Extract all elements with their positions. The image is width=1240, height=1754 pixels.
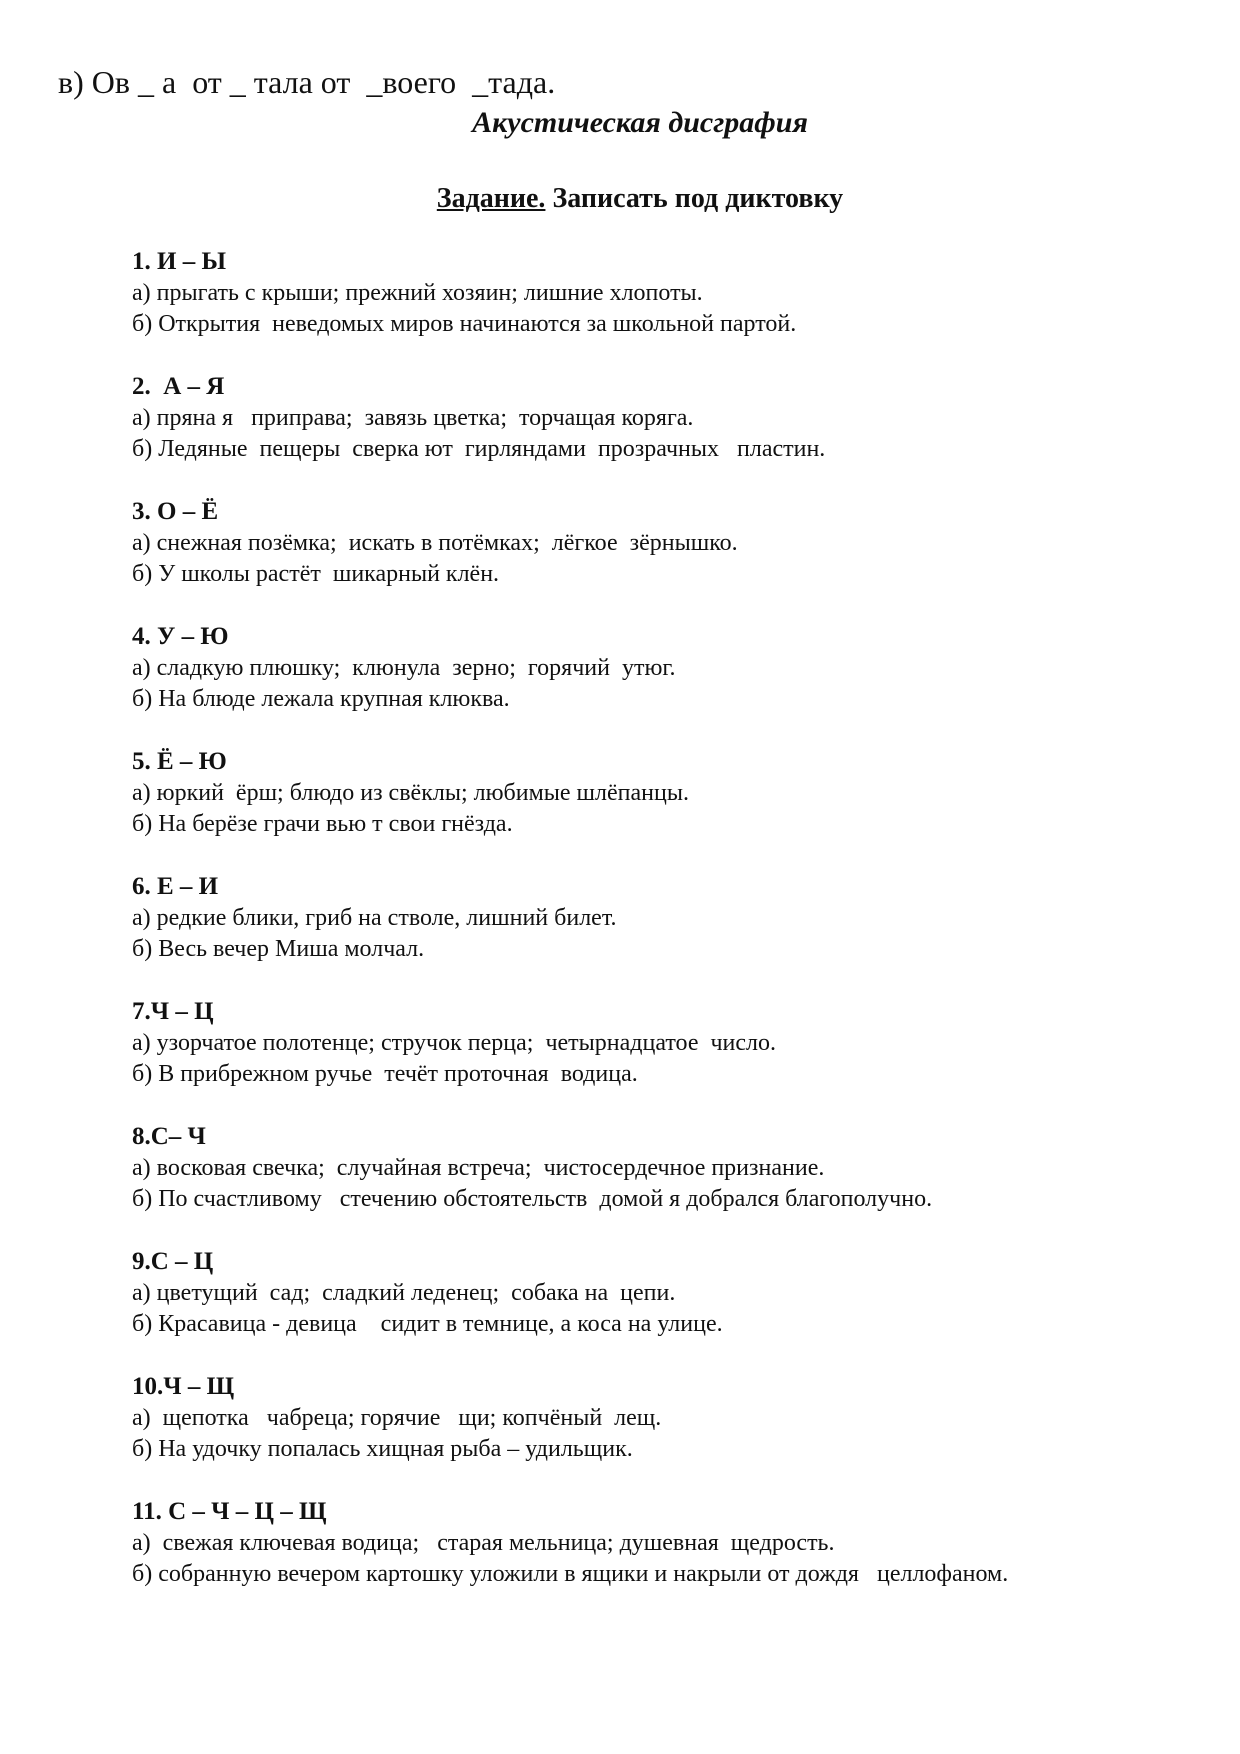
- exercise-line-b: б) Открытия неведомых миров начинаются за школьной партой.: [132, 311, 797, 337]
- task-label: Задание.: [436, 183, 546, 214]
- exercise-list: [132, 246, 1212, 1621]
- exercise-item-8: [132, 1121, 1212, 1246]
- exercise-title: 7.Ч – Ц: [132, 998, 214, 1025]
- exercise-item-11: [132, 1496, 1212, 1621]
- exercise-line-a: а) пряна я приправа; завязь цветка; торчащая коряга.: [132, 405, 694, 431]
- exercise-line-b: б) По счастливому стечению обстоятельств домой я добрался благополучно.: [132, 1186, 933, 1212]
- exercise-line-b: б) У школы растёт шикарный клён.: [132, 561, 500, 587]
- exercise-line-b: б) На блюде лежала крупная клюква.: [132, 686, 510, 712]
- exercise-title: 4. У – Ю: [132, 623, 229, 650]
- exercise-title: 8.С– Ч: [132, 1123, 206, 1150]
- exercise-item-6: [132, 871, 1212, 996]
- exercise-item-7: [132, 996, 1212, 1121]
- exercise-item-3: [132, 496, 1212, 621]
- exercise-title: 1. И – Ы: [132, 248, 226, 275]
- exercise-item-2: [132, 371, 1212, 496]
- exercise-line-b: б) Красавица - девица сидит в темнице, а коса на улице.: [132, 1311, 723, 1337]
- exercise-line-a: а) сладкую плюшку; клюнула зерно; горячий утюг.: [132, 655, 676, 681]
- exercise-line-b: б) Весь вечер Миша молчал.: [132, 936, 425, 962]
- task-text: Записать под диктовку: [545, 183, 844, 214]
- exercise-line-a: а) юркий ёрш; блюдо из свёклы; любимые шлёпанцы.: [132, 780, 689, 806]
- exercise-title: 11. С – Ч – Ц – Щ: [132, 1498, 327, 1525]
- exercise-line-a: а) цветущий сад; сладкий леденец; собака на цепи.: [132, 1280, 676, 1306]
- exercise-item-5: [132, 746, 1212, 871]
- exercise-line-a: а) узорчатое полотенце; стручок перца; четырнадцатое число.: [132, 1030, 777, 1056]
- exercise-item-9: [132, 1246, 1212, 1371]
- exercise-item-4: [132, 621, 1212, 746]
- task-heading: [0, 181, 1240, 217]
- exercise-title: 2. А – Я: [132, 373, 225, 400]
- exercise-line-b: б) В прибрежном ручье течёт проточная водица.: [132, 1061, 638, 1087]
- exercise-line-a: а) редкие блики, гриб на стволе, лишний билет.: [132, 905, 617, 931]
- exercise-item-10: [132, 1371, 1212, 1496]
- exercise-title: 5. Ё – Ю: [132, 748, 227, 775]
- exercise-title: 3. О – Ё: [132, 498, 219, 525]
- exercise-title: 6. Е – И: [132, 873, 219, 900]
- exercise-line-v: в) Ов _ а от _ тала от _воего _тада.: [58, 64, 556, 100]
- exercise-item-1: [132, 246, 1212, 371]
- exercise-line-a: а) прыгать с крыши; прежний хозяин; лишние хлопоты.: [132, 280, 703, 306]
- section-subtitle: Акустическая дисграфия: [472, 106, 808, 139]
- exercise-line-a: а) свежая ключевая водица; старая мельница; душевная щедрость.: [132, 1530, 835, 1556]
- exercise-line-a: а) снежная позёмка; искать в потёмках; лёгкое зёрнышко.: [132, 530, 738, 556]
- exercise-line-a: а) щепотка чабреца; горячие щи; копчёный лещ.: [132, 1405, 662, 1431]
- exercise-title: 10.Ч – Щ: [132, 1373, 235, 1400]
- exercise-line-a: а) восковая свечка; случайная встреча; чистосердечное признание.: [132, 1155, 825, 1181]
- exercise-title: 9.С – Ц: [132, 1248, 214, 1275]
- exercise-line-b: б) собранную вечером картошку уложили в ящики и накрыли от дождя целлофаном.: [132, 1561, 1009, 1587]
- exercise-line-b: б) Ледяные пещеры сверка ют гирляндами прозрачных пластин.: [132, 436, 826, 462]
- exercise-line-b: б) На берёзе грачи вью т свои гнёзда.: [132, 811, 513, 837]
- exercise-line-b: б) На удочку попалась хищная рыба – удильщик.: [132, 1436, 633, 1462]
